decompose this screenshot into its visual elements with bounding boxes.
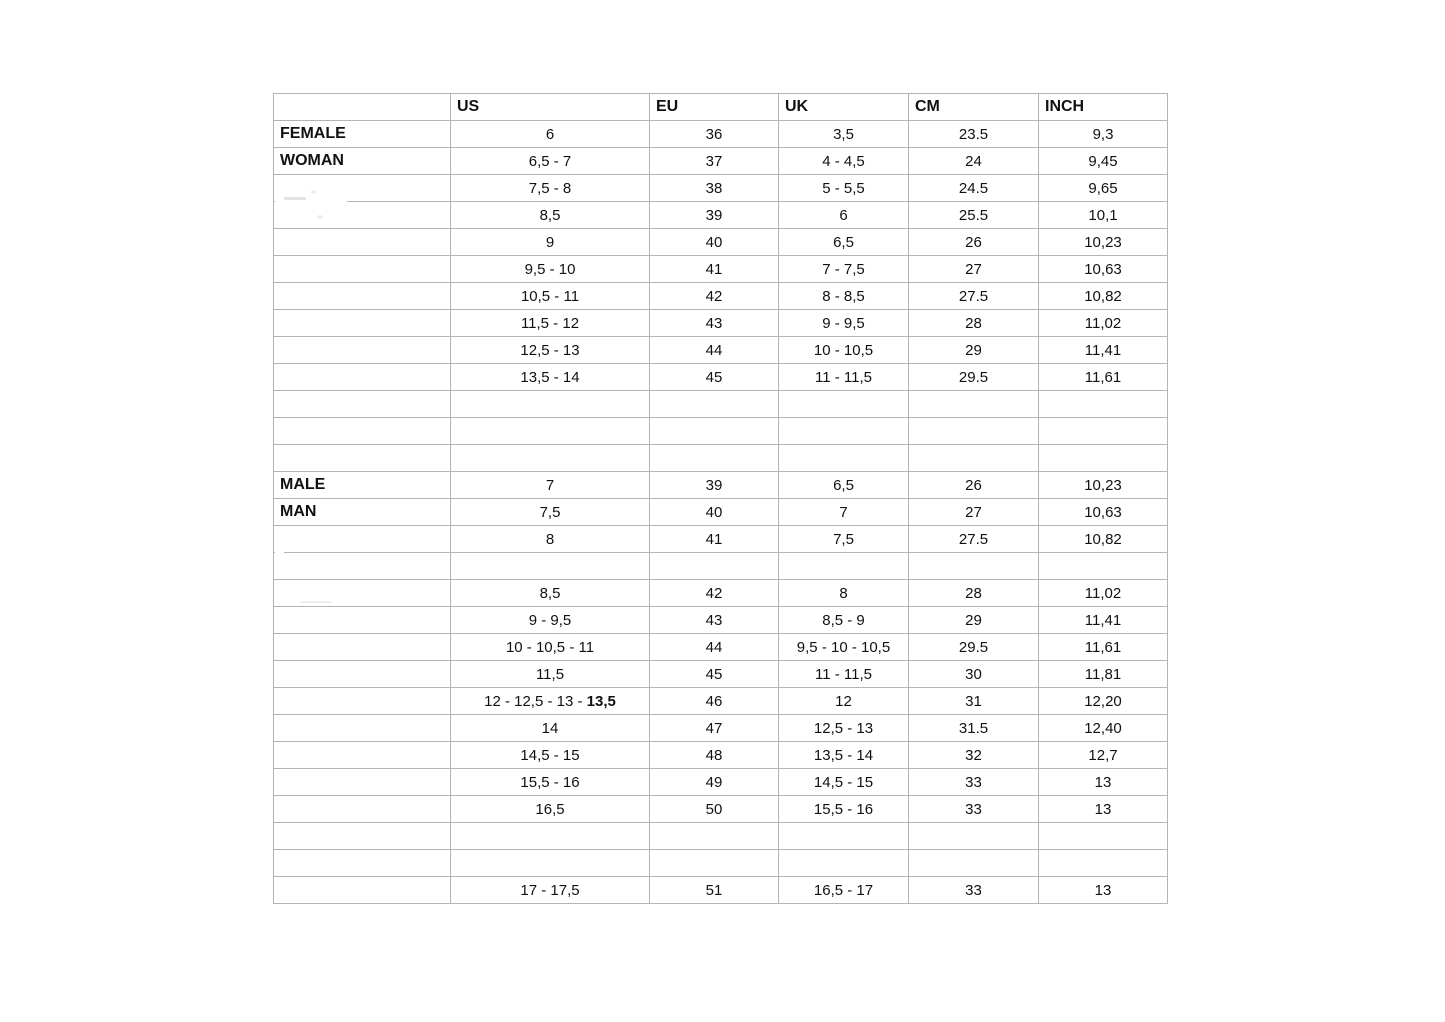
value-cell: 39 — [650, 472, 779, 499]
value-cell: 11,02 — [1039, 310, 1168, 337]
row-label-cell — [274, 445, 451, 472]
table-row — [274, 688, 1168, 715]
row-label-cell — [274, 283, 451, 310]
value-cell: 6,5 - 7 — [451, 148, 650, 175]
value-cell: 12,20 — [1039, 688, 1168, 715]
value-cell: 15,5 - 16 — [779, 796, 909, 823]
value-cell — [451, 391, 650, 418]
table-row — [274, 418, 1168, 445]
value-cell: 13,5 - 14 — [451, 364, 650, 391]
value-cell — [1039, 553, 1168, 580]
value-cell: 7 — [779, 499, 909, 526]
value-cell: 14,5 - 15 — [779, 769, 909, 796]
row-label-cell: WOMAN — [274, 148, 451, 175]
table-row — [274, 148, 1168, 175]
value-cell: 44 — [650, 337, 779, 364]
value-cell: 7,5 — [451, 499, 650, 526]
value-cell: 37 — [650, 148, 779, 175]
value-cell: 43 — [650, 607, 779, 634]
table-row — [274, 742, 1168, 769]
value-cell — [650, 391, 779, 418]
value-cell: 9 - 9,5 — [451, 607, 650, 634]
value-cell: 11,81 — [1039, 661, 1168, 688]
row-label-cell: MAN — [274, 499, 451, 526]
value-cell: 45 — [650, 661, 779, 688]
value-cell — [909, 418, 1039, 445]
value-cell: 9,5 - 10 — [451, 256, 650, 283]
value-cell — [779, 391, 909, 418]
value-cell: 10,82 — [1039, 526, 1168, 553]
size-chart-body — [274, 94, 1168, 904]
value-cell: 7,5 — [779, 526, 909, 553]
value-cell: 48 — [650, 742, 779, 769]
value-cell: 6,5 — [779, 229, 909, 256]
value-cell: 25.5 — [909, 202, 1039, 229]
value-cell: 31.5 — [909, 715, 1039, 742]
value-cell: 23.5 — [909, 121, 1039, 148]
value-cell: 33 — [909, 769, 1039, 796]
value-cell — [451, 418, 650, 445]
value-cell: 42 — [650, 580, 779, 607]
value-cell: 12,40 — [1039, 715, 1168, 742]
value-cell: 46 — [650, 688, 779, 715]
value-cell: 8,5 — [451, 202, 650, 229]
value-cell: 11,41 — [1039, 607, 1168, 634]
value-cell: 14 — [451, 715, 650, 742]
value-cell: 8 — [451, 526, 650, 553]
value-cell: 44 — [650, 634, 779, 661]
value-cell: 7 - 7,5 — [779, 256, 909, 283]
value-cell — [1039, 445, 1168, 472]
value-cell: 10 - 10,5 - 11 — [451, 634, 650, 661]
table-row — [274, 850, 1168, 877]
value-cell: 10,82 — [1039, 283, 1168, 310]
value-cell: 11,61 — [1039, 364, 1168, 391]
row-label-cell: FEMALE — [274, 121, 451, 148]
value-cell — [1039, 823, 1168, 850]
value-cell — [650, 553, 779, 580]
row-label-cell — [274, 391, 451, 418]
value-cell: 10,63 — [1039, 499, 1168, 526]
value-cell: 13 — [1039, 796, 1168, 823]
table-row — [274, 526, 1168, 553]
value-cell — [650, 418, 779, 445]
row-label-cell — [274, 850, 451, 877]
table-row — [274, 796, 1168, 823]
table-row — [274, 607, 1168, 634]
value-cell: 6,5 — [779, 472, 909, 499]
value-cell: 16,5 — [451, 796, 650, 823]
value-cell: 9 - 9,5 — [779, 310, 909, 337]
value-cell: 24 — [909, 148, 1039, 175]
row-label-cell — [274, 310, 451, 337]
value-cell: 12,7 — [1039, 742, 1168, 769]
value-cell: 47 — [650, 715, 779, 742]
row-label-cell — [274, 634, 451, 661]
value-cell — [650, 850, 779, 877]
value-cell: 29 — [909, 607, 1039, 634]
row-label-cell — [274, 715, 451, 742]
table-row — [274, 499, 1168, 526]
row-label-cell — [274, 796, 451, 823]
value-cell: 6 — [451, 121, 650, 148]
value-cell: 30 — [909, 661, 1039, 688]
value-cell: 26 — [909, 472, 1039, 499]
row-label-cell — [274, 607, 451, 634]
table-row — [274, 175, 1168, 202]
value-cell: 26 — [909, 229, 1039, 256]
value-cell: 14,5 - 15 — [451, 742, 650, 769]
row-label-cell — [274, 364, 451, 391]
value-cell: 11 - 11,5 — [779, 661, 909, 688]
row-label-cell — [274, 229, 451, 256]
row-label-cell — [274, 202, 451, 229]
value-cell — [1039, 391, 1168, 418]
column-header-cell: INCH — [1039, 94, 1168, 121]
value-cell — [1039, 418, 1168, 445]
value-cell: 33 — [909, 877, 1039, 904]
header-row — [274, 94, 1168, 121]
row-label-cell — [274, 688, 451, 715]
value-cell: 13 — [1039, 769, 1168, 796]
value-cell: 10,63 — [1039, 256, 1168, 283]
value-cell: 11 - 11,5 — [779, 364, 909, 391]
table-row — [274, 310, 1168, 337]
size-chart-table — [273, 93, 1168, 904]
table-row — [274, 715, 1168, 742]
value-cell: 12,5 - 13 — [451, 337, 650, 364]
table-row — [274, 634, 1168, 661]
table-row — [274, 553, 1168, 580]
table-row — [274, 283, 1168, 310]
value-cell: 10,23 — [1039, 472, 1168, 499]
row-label-cell — [274, 175, 451, 202]
value-cell: 9,65 — [1039, 175, 1168, 202]
value-cell: 10,5 - 11 — [451, 283, 650, 310]
value-cell: 10,1 — [1039, 202, 1168, 229]
value-cell: 11,5 — [451, 661, 650, 688]
value-cell: 40 — [650, 229, 779, 256]
value-cell: 27.5 — [909, 283, 1039, 310]
value-cell: 13,5 - 14 — [779, 742, 909, 769]
value-cell: 8,5 — [451, 580, 650, 607]
value-cell: 45 — [650, 364, 779, 391]
row-label-cell — [274, 823, 451, 850]
value-cell: 41 — [650, 526, 779, 553]
value-cell: 8 — [779, 580, 909, 607]
table-row — [274, 472, 1168, 499]
value-cell: 27 — [909, 256, 1039, 283]
table-row — [274, 823, 1168, 850]
value-cell: 9,5 - 10 - 10,5 — [779, 634, 909, 661]
value-cell: 8,5 - 9 — [779, 607, 909, 634]
value-cell — [779, 553, 909, 580]
table-row — [274, 337, 1168, 364]
value-cell: 24.5 — [909, 175, 1039, 202]
row-label-cell — [274, 742, 451, 769]
value-cell — [779, 850, 909, 877]
row-label-cell — [274, 418, 451, 445]
value-cell — [451, 445, 650, 472]
value-cell: 36 — [650, 121, 779, 148]
value-cell: 39 — [650, 202, 779, 229]
value-cell: 11,41 — [1039, 337, 1168, 364]
value-cell: 3,5 — [779, 121, 909, 148]
value-cell: 12 - 12,5 - 13 - 13,5 — [451, 688, 650, 715]
column-header-cell: UK — [779, 94, 909, 121]
value-cell: 38 — [650, 175, 779, 202]
value-cell: 40 — [650, 499, 779, 526]
table-row — [274, 580, 1168, 607]
table-row — [274, 121, 1168, 148]
value-cell — [909, 445, 1039, 472]
value-cell — [451, 553, 650, 580]
value-cell: 7 — [451, 472, 650, 499]
value-cell: 12 — [779, 688, 909, 715]
value-cell: 5 - 5,5 — [779, 175, 909, 202]
value-cell — [779, 823, 909, 850]
table-row — [274, 769, 1168, 796]
row-label-cell: MALE — [274, 472, 451, 499]
value-cell: 6 — [779, 202, 909, 229]
value-cell: 29.5 — [909, 364, 1039, 391]
value-cell: 28 — [909, 580, 1039, 607]
row-label-cell — [274, 256, 451, 283]
value-cell — [779, 418, 909, 445]
value-cell: 29 — [909, 337, 1039, 364]
row-label-cell — [274, 337, 451, 364]
value-cell: 17 - 17,5 — [451, 877, 650, 904]
column-header-cell: EU — [650, 94, 779, 121]
value-cell: 50 — [650, 796, 779, 823]
value-cell: 4 - 4,5 — [779, 148, 909, 175]
value-cell: 7,5 - 8 — [451, 175, 650, 202]
value-cell: 27.5 — [909, 526, 1039, 553]
column-header-cell: CM — [909, 94, 1039, 121]
value-cell — [650, 823, 779, 850]
value-cell — [909, 553, 1039, 580]
value-cell: 9,3 — [1039, 121, 1168, 148]
row-label-cell — [274, 877, 451, 904]
value-cell: 9 — [451, 229, 650, 256]
value-cell — [909, 850, 1039, 877]
value-cell: 51 — [650, 877, 779, 904]
row-label-cell — [274, 553, 451, 580]
value-cell — [909, 823, 1039, 850]
value-cell: 9,45 — [1039, 148, 1168, 175]
value-cell: 11,02 — [1039, 580, 1168, 607]
value-cell — [1039, 850, 1168, 877]
value-cell: 33 — [909, 796, 1039, 823]
table-row — [274, 877, 1168, 904]
row-label-cell — [274, 661, 451, 688]
value-cell: 8 - 8,5 — [779, 283, 909, 310]
table-row — [274, 256, 1168, 283]
value-cell: 15,5 - 16 — [451, 769, 650, 796]
value-cell: 29.5 — [909, 634, 1039, 661]
table-row — [274, 445, 1168, 472]
corner-header-cell — [274, 94, 451, 121]
value-cell — [451, 850, 650, 877]
row-label-cell — [274, 769, 451, 796]
value-cell: 11,61 — [1039, 634, 1168, 661]
column-header-cell: US — [451, 94, 650, 121]
value-cell: 12,5 - 13 — [779, 715, 909, 742]
value-cell: 10,23 — [1039, 229, 1168, 256]
value-cell: 43 — [650, 310, 779, 337]
table-row — [274, 391, 1168, 418]
value-cell: 32 — [909, 742, 1039, 769]
value-cell — [779, 445, 909, 472]
value-cell: 28 — [909, 310, 1039, 337]
value-cell — [451, 823, 650, 850]
value-cell: 49 — [650, 769, 779, 796]
table-row — [274, 229, 1168, 256]
value-cell: 31 — [909, 688, 1039, 715]
row-label-cell — [274, 580, 451, 607]
value-cell: 10 - 10,5 — [779, 337, 909, 364]
table-row — [274, 661, 1168, 688]
value-cell: 11,5 - 12 — [451, 310, 650, 337]
value-cell — [909, 391, 1039, 418]
value-cell: 13 — [1039, 877, 1168, 904]
value-cell: 27 — [909, 499, 1039, 526]
row-label-cell — [274, 526, 451, 553]
table-row — [274, 202, 1168, 229]
value-cell — [650, 445, 779, 472]
table-row — [274, 364, 1168, 391]
value-cell: 16,5 - 17 — [779, 877, 909, 904]
value-cell: 42 — [650, 283, 779, 310]
value-cell: 41 — [650, 256, 779, 283]
